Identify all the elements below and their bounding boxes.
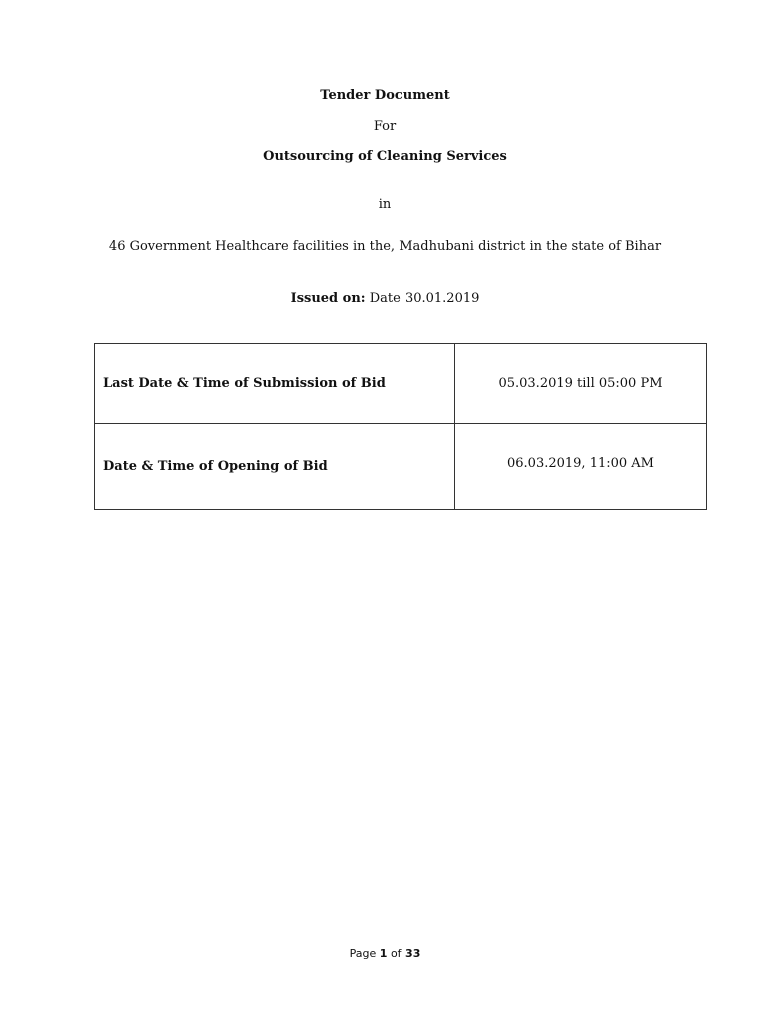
current-page-number: 1 — [379, 947, 388, 960]
issued-on-line — [0, 290, 770, 308]
table-row — [95, 344, 707, 424]
tender-subject: Outsourcing of Cleaning Services — [263, 149, 507, 164]
page-footer — [0, 946, 770, 962]
issued-on-date: Date 30.01.2019 — [369, 291, 480, 306]
bid-dates-table — [94, 343, 707, 510]
document-title: Tender Document — [320, 88, 450, 103]
in-line: in — [378, 197, 392, 212]
for-line: For — [373, 119, 397, 134]
submission-deadline-value: 05.03.2019 till 05:00 PM — [455, 344, 707, 424]
page-word: Page — [349, 947, 377, 960]
issued-on-label: Issued on: — [290, 291, 366, 306]
submission-deadline-label: Last Date & Time of Submission of Bid — [95, 344, 455, 424]
table-row — [95, 424, 707, 510]
tender-scope: 46 Government Healthcare facilities in the, Madhubani district in the state of Bihar — [108, 239, 662, 254]
bid-opening-value: 06.03.2019, 11:00 AM — [455, 424, 707, 510]
of-word: of — [390, 947, 402, 960]
total-pages-number: 33 — [405, 947, 421, 960]
bid-opening-label: Date & Time of Opening of Bid — [95, 424, 455, 510]
